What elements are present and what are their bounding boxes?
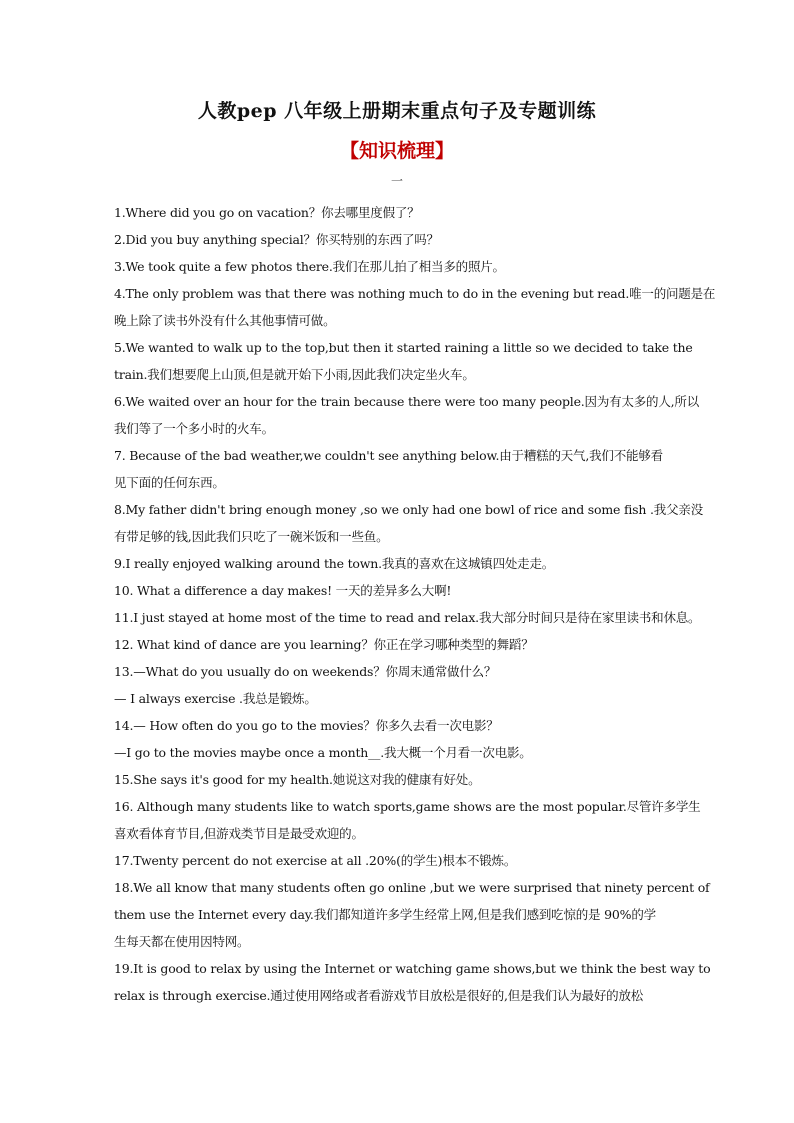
text-line: train.我们想要爬上山顶,但是就开始下小雨,因此我们决定坐火车。	[114, 367, 475, 382]
text-line: 1.Where did you go on vacation？你去哪里度假了？	[114, 205, 420, 220]
text-line: them use the Internet every day.我们都知道许多学生经常上网,但是我们感到吃惊的是 90%的学	[114, 907, 656, 922]
text-line: 有带足够的钱,因此我们只吃了一碗米饭和一些鱼。	[114, 529, 389, 544]
text-line: relax is through exercise.通过使用网络或者看游戏节目放松是很好的,但是我们认为最好的放松	[114, 988, 644, 1003]
text-line: 见下面的任何东西。	[114, 475, 225, 490]
text-line: 12. What kind of dance are you learning？你正在学习哪种类型的舞蹈？	[114, 637, 534, 652]
page-title: 人教pep 八年级上册期末重点句子及专题训练	[197, 100, 597, 122]
text-line: 13.—What do you usually do on weekends？你周末通常做什么？	[114, 664, 497, 679]
text-line: 2.Did you buy anything special？你买特别的东西了吗？	[114, 232, 439, 247]
text-line: 3.We took quite a few photos there.我们在那儿拍了相当多的照片。	[114, 259, 505, 274]
text-line: 4.The only problem was that there was nothing much to do in the evening but read.唯一的问题是在	[114, 286, 716, 301]
text-line: 19.It is good to relax by using the Internet or watching game shows,but we think the best way to	[114, 961, 711, 976]
text-line: 6.We waited over an hour for the train because there were too many people.因为有太多的人,所以	[114, 394, 700, 409]
text-line: — I always exercise .我总是锻炼。	[114, 691, 317, 706]
text-line: —I go to the movies maybe once a month__.我大概一个月看一次电影。	[114, 745, 532, 760]
text-line: 15.She says it's good for my health.她说这对我的健康有好处。	[114, 772, 481, 787]
text-line: 18.We all know that many students often go online ,but we were surprised that ninety percent of	[114, 880, 710, 895]
text-line: 9.I really enjoyed walking around the town.我真的喜欢在这城镇四处走走。	[114, 556, 555, 571]
text-line: 8.My father didn't bring enough money ,so we only had one bowl of rice and some fish .我父亲没	[114, 502, 703, 517]
text-line: 10. What a difference a day makes! 一天的差异多么大啊!	[114, 583, 452, 598]
text-line: 7. Because of the bad weather,we couldn't see anything below.由于糟糕的天气,我们不能够看	[114, 448, 663, 463]
text-line: 14.— How often do you go to the movies？你多久去看一次电影？	[114, 718, 499, 733]
text-line: 生每天都在使用因特网。	[114, 934, 250, 949]
text-line: 晚上除了读书外没有什么其他事情可做。	[114, 313, 336, 328]
text-line: 喜欢看体育节目,但游戏类节目是最受欢迎的。	[114, 826, 364, 841]
section-number-mark: 一	[390, 174, 403, 188]
text-line: 16. Although many students like to watch sports,game shows are the most popular.尽管许多学生	[114, 799, 701, 814]
section-heading: 【知识梳理】	[339, 140, 454, 162]
sentence-list	[114, 199, 716, 1009]
text-line: 5.We wanted to walk up to the top,but then it started raining a little so we decided to take the	[114, 340, 693, 355]
text-line: 我们等了一个多小时的火车。	[114, 421, 274, 436]
text-line: 17.Twenty percent do not exercise at all .20%(的学生)根本不锻炼。	[114, 853, 517, 868]
text-line: 11.I just stayed at home most of the time to read and relax.我大部分时间只是待在家里读书和休息。	[114, 610, 701, 625]
